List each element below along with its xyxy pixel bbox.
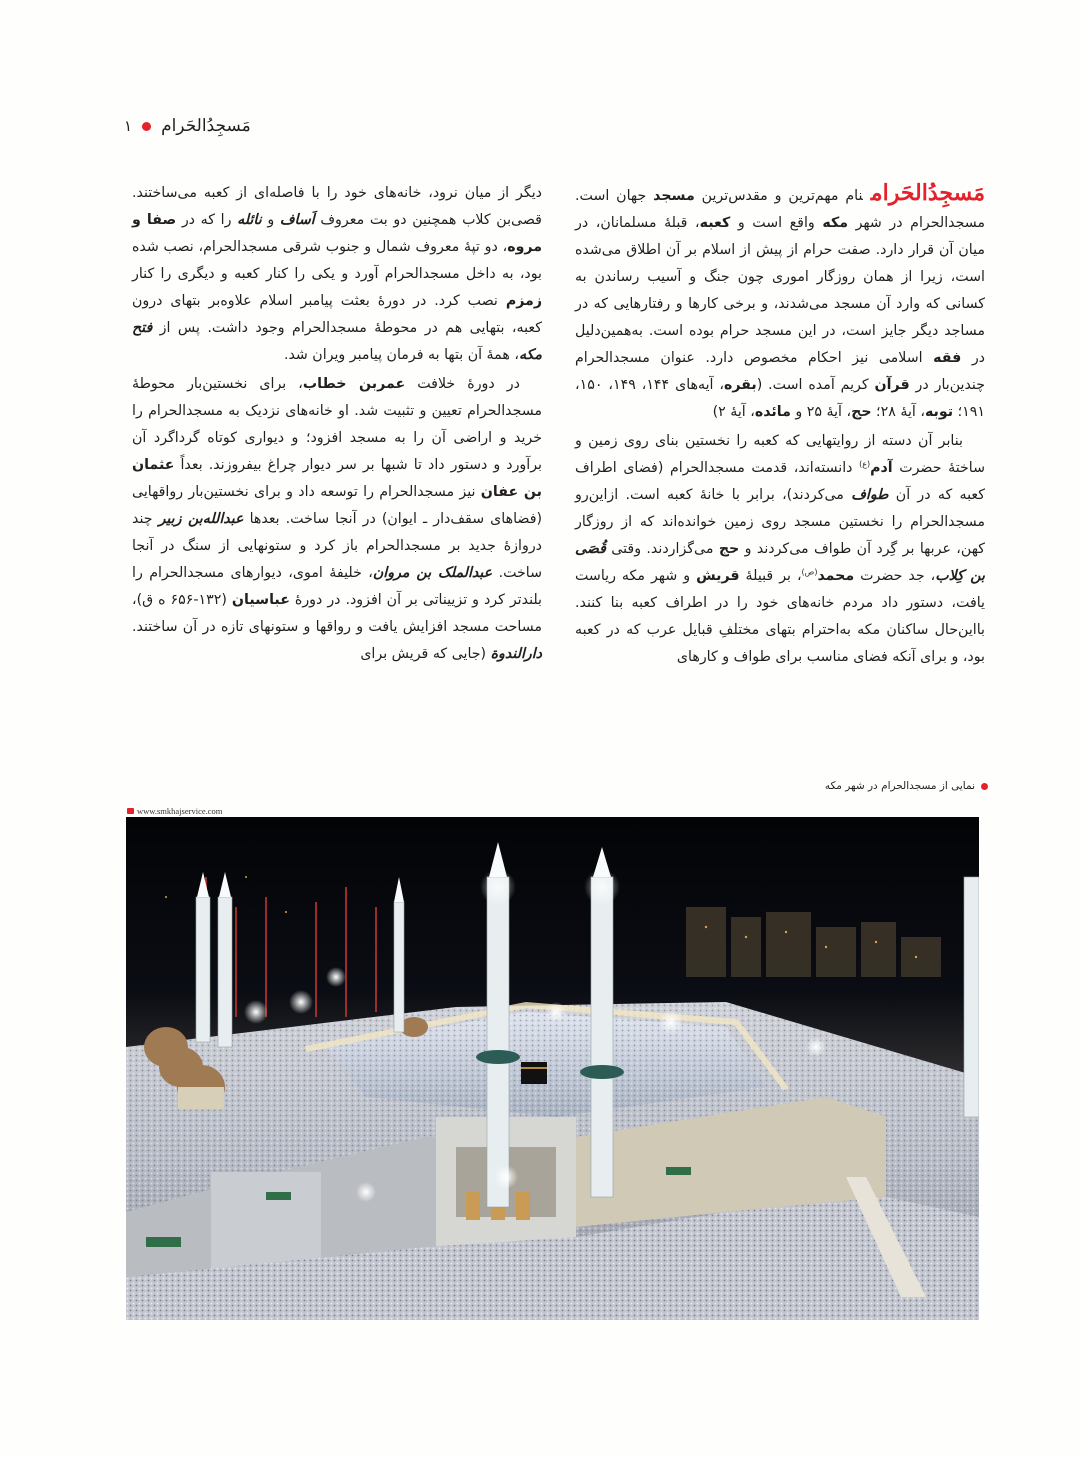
bold-term: محمد: [817, 568, 855, 584]
honorific-superscript: (ع): [859, 459, 871, 469]
text-column-right: [575, 180, 985, 671]
bold-italic-term: قُصَی بن کِلاب: [575, 541, 985, 584]
bold-term: مکه: [822, 215, 848, 231]
bold-italic-term: اَساف: [279, 212, 315, 228]
text: ، آیه‌های ۱۴۴، ۱۴۹، ۱۵۰، ۱۹۱؛: [575, 377, 985, 420]
bold-italic-term: عبدالملک بن مروان: [372, 565, 493, 581]
text: ، بر قبیلهٔ: [739, 568, 802, 584]
text: ، آیهٔ ۲۵ و: [790, 404, 852, 420]
text: ، آیهٔ ۲۸؛: [871, 404, 925, 420]
bold-term: صفا و مروه: [132, 212, 542, 255]
text: کریم آمده است. (: [756, 377, 875, 393]
text: و شهر مکه ریاست یافت، دستور داد مردم خانه‌های خود را در اطراف کعبه بنا کنند. بااین‌حال ساکنان مکه به‌احترام بتهای مختلفِ قبایل عرب که در کعبه بود، و برای آنکه فضای مناسب برای طواف و کارهای: [575, 568, 985, 665]
text: دانسته‌اند، قدمت مسجدالحرام (فضای اطراف کعبه که در آن: [575, 460, 986, 503]
text: می‌کردند)، برابر با خانهٔ کعبه است. ازاین‌رو مسجدالحرام را نخستین مسجد روی زمین خوانده‌اند که از روزگار کهن، عربها بر گِرد آن طواف می‌کردند و: [575, 487, 985, 557]
credit-text: www.smkhajservice.com: [137, 806, 223, 816]
photo-illustration: [126, 817, 979, 1320]
text: در دورهٔ خلافت: [405, 376, 520, 392]
bold-term: عمربن خطاب: [302, 376, 406, 392]
bold-term: آدم: [870, 460, 893, 476]
bold-term: مسجد: [653, 188, 695, 204]
bold-term: مائده: [754, 404, 791, 420]
text: ، همهٔ آن بتها به فرمان پیامبر ویران شد.: [283, 347, 519, 363]
bold-term: عباسیان: [231, 592, 290, 608]
text: ، دو تپهٔ معروف شمال و جنوب شرقی مسجدالحرام، نصب شده بود، به داخل مسجدالحرام آورد و یکی را کنار کعبه و دیگری را کنار: [132, 239, 542, 282]
figure-caption: [825, 780, 988, 792]
text: نام مهم‌ترین و مقدس‌ترین: [694, 188, 863, 204]
page-number: ۱: [124, 117, 133, 135]
bold-italic-term: دارالندوة: [490, 646, 542, 662]
bullet-dot-icon: [981, 783, 988, 790]
text: ، جد حضرت: [854, 568, 936, 584]
bold-italic-term: نائله: [237, 212, 262, 228]
text: واقع است و: [730, 215, 823, 231]
bold-term: بقره: [723, 377, 757, 393]
text: دیگر از میان نرود، خانه‌های خود را با فاصله‌ای از کعبه می‌ساختند. قصی‌بن کلاب همچنین دو بت معروف: [132, 185, 542, 228]
paragraph: [132, 180, 542, 369]
caption-text: نمایی از مسجدالحرام در شهر مکه: [824, 780, 975, 792]
bold-term: حج: [851, 404, 872, 420]
bold-term: فقه: [933, 350, 962, 366]
paragraph: [132, 371, 542, 668]
text: نصب کرد. در دورهٔ بعثت پیامبر اسلام علاوه‌بر بتهای درون کعبه، بتهایی هم در محوطهٔ مسجدالحرام وجود داشت. پس از: [132, 293, 542, 336]
photo-credit: [127, 806, 222, 816]
bold-term: کعبه: [699, 215, 731, 231]
paragraph: [575, 428, 985, 671]
mosque-photo: [126, 817, 979, 1320]
bold-term: حج: [718, 541, 740, 557]
bold-italic-term: طواف: [851, 487, 889, 503]
running-head: [124, 116, 251, 136]
running-head-title: مَسجِدُالحَرام: [161, 116, 251, 136]
text: ، خلیفهٔ اموی، دیوارهای مسجدالحرام را بلندتر کرد و تزییناتی بر آن افزود. در دورهٔ: [132, 565, 542, 608]
text-column-left: [132, 180, 542, 668]
text: (۱۳۲-۶۵۶ ه ق)، مساحت مسجد افزایش یافت و رواقها و ستونهای تازه در آن ساختند.: [132, 592, 542, 635]
camera-credit-icon: [127, 808, 134, 814]
bold-term: زمزم: [505, 293, 542, 309]
text: (جایی که قریش برای: [360, 646, 491, 662]
text: چند دروازهٔ جدید بر مسجدالحرام باز کرد و ستونهایی از سنگ در آنجا ساخت.: [132, 511, 542, 581]
bold-term: عثمان بن عفان: [132, 457, 542, 500]
bold-term: قرآن: [874, 377, 910, 393]
text: و: [261, 212, 280, 228]
honorific-superscript: (ص): [801, 567, 818, 577]
text: نیز مسجدالحرام را توسعه داد و برای نخستین‌بار رواقهایی (فضاهای سقف‌دار ـ ایوان) در آنجا ساخت. بعدها: [132, 484, 543, 527]
bold-italic-term: فتح مکه: [132, 320, 542, 363]
text: ، قبلهٔ مسلمانان، در میان آن قرار دارد. صفت حرام از پیش از اسلام بر آن اطلاق می‌شده است، زیرا از همان روزگار اموری چون جنگ و آسیب رساندن به کسانی که وارد آن مسجد می‌شدند، و برخی کارها و رفتارهایی که در مساجد دیگر جایز است، در این مسجد حرام بوده است. به‌همین‌دلیل در: [575, 215, 985, 366]
text: اسلامی نیز احکام مخصوص دارد. عنوان مسجدالحرام چندین‌بار در: [575, 350, 985, 393]
text: ، آیهٔ ۲): [712, 404, 755, 420]
text: می‌گزاردند. وقتی: [605, 541, 719, 557]
text: جهان است. مسجدالحرام در شهر: [575, 188, 985, 231]
bold-italic-term: عبدالله‌بن زبیر: [158, 511, 244, 527]
bold-term: توبه: [924, 404, 954, 420]
paragraph: [575, 180, 985, 426]
text: ، برای نخستین‌بار محوطهٔ مسجدالحرام تعیین و تثبیت شد. او خانه‌های نزدیک به مسجدالحرام را خرید و اراضی آن را به مسجد افزود؛ و دیواری کوتاه گرداگرد آن برآورد و دستور داد تا شبها بر سر دیوار چراغ بیفروزند. بعداً: [132, 376, 542, 473]
bold-term: قریش: [696, 568, 740, 584]
bullet-dot-icon: [142, 122, 151, 131]
text: را که در: [176, 212, 238, 228]
text: بنابر آن دسته از روایتهایی که کعبه را نخستین بنای روی زمین و ساختهٔ حضرت: [575, 433, 985, 476]
entry-title: مَسجِدُالحَرام: [870, 180, 986, 206]
